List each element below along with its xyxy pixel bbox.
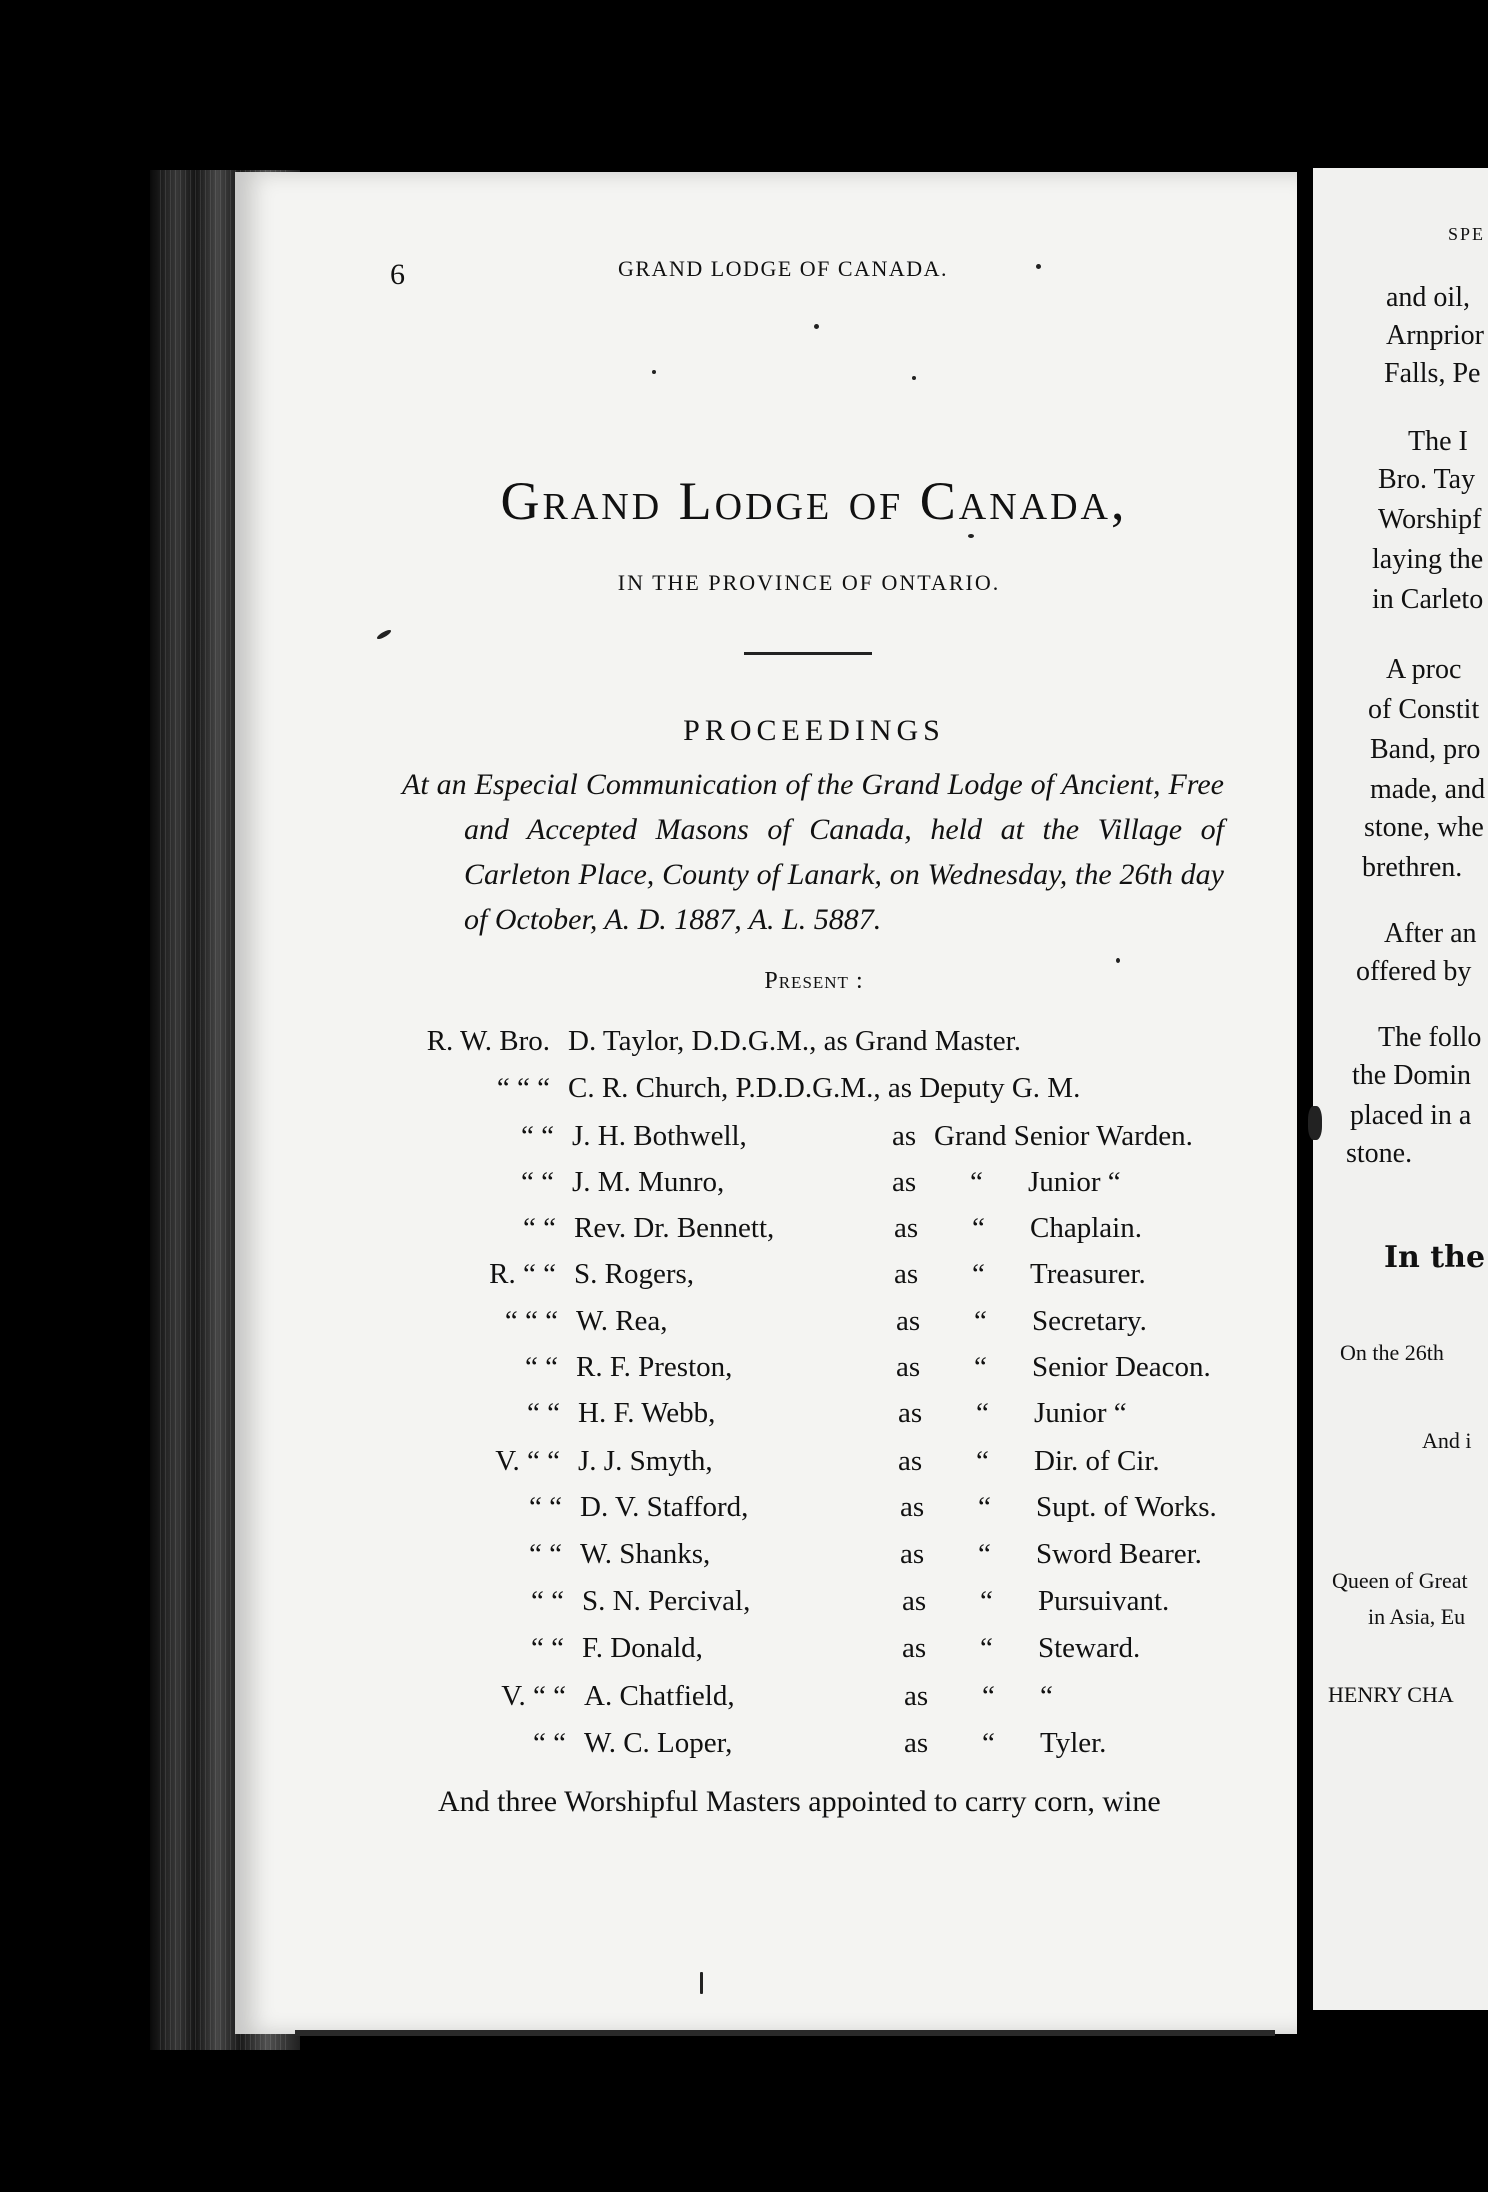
right-page-line: placed in a — [1350, 1100, 1472, 1131]
scan-speck — [968, 534, 974, 538]
officer-ditto: “ — [982, 1727, 995, 1759]
officer-ditto: “ — [976, 1397, 989, 1429]
officer-as: as — [904, 1727, 929, 1759]
right-page-line: A proc — [1386, 654, 1462, 685]
officer-prefix: R. W. Bro. — [426, 1025, 550, 1057]
officer-office: Steward. — [1038, 1632, 1141, 1664]
officer-name: S. N. Percival, — [582, 1585, 751, 1617]
scan-speck — [1036, 264, 1041, 269]
officer-prefix: R. “ “ — [489, 1258, 556, 1290]
officer-prefix: “ “ — [523, 1212, 556, 1244]
right-page-line: brethren. — [1362, 852, 1463, 883]
present-label: Present : — [764, 968, 864, 994]
right-page-line: made, and — [1370, 774, 1486, 805]
officer-ditto: “ — [974, 1351, 987, 1383]
officer-as: as — [900, 1491, 925, 1523]
officer-prefix: “ “ — [531, 1585, 564, 1617]
officer-name: A. Chatfield, — [584, 1680, 735, 1712]
officer-prefix: “ “ — [529, 1538, 562, 1570]
officer-name: Rev. Dr. Bennett, — [574, 1212, 775, 1244]
officer-name: S. Rogers, — [574, 1258, 695, 1290]
officer-as: as — [894, 1212, 919, 1244]
right-page-line: Band, pro — [1370, 734, 1481, 765]
officer-ditto: “ — [972, 1258, 985, 1290]
officer-office: Tyler. — [1040, 1727, 1107, 1759]
officer-prefix: “ “ “ — [504, 1305, 558, 1337]
scan-speck — [912, 376, 916, 380]
officer-name: D. V. Stafford, — [580, 1491, 749, 1523]
officer-name: C. R. Church, P.D.D.G.M., as Deputy G. M. — [568, 1072, 1081, 1104]
right-page-line: offered by — [1356, 956, 1472, 987]
right-running-head: SPE — [1448, 224, 1486, 244]
scan-speck — [1116, 958, 1120, 963]
officer-ditto: “ — [978, 1538, 991, 1570]
right-page-line: Arnprior — [1386, 320, 1484, 351]
right-page-line: stone. — [1346, 1138, 1413, 1169]
officer-prefix: V. “ “ — [501, 1680, 566, 1712]
officer-office: Treasurer. — [1030, 1258, 1146, 1290]
officer-prefix: V. “ “ — [495, 1445, 560, 1477]
right-page-line: the Domin — [1352, 1060, 1471, 1091]
officer-office: Secretary. — [1032, 1305, 1147, 1337]
officer-ditto: “ — [972, 1212, 985, 1244]
officer-prefix: “ “ — [533, 1727, 566, 1759]
right-page-line: in Carleto — [1372, 584, 1484, 615]
right-page-line: Queen of Great — [1332, 1568, 1468, 1593]
officer-as: as — [902, 1585, 927, 1617]
officer-name: H. F. Webb, — [578, 1397, 716, 1429]
officer-as: as — [902, 1632, 927, 1664]
officer-as: as — [894, 1258, 919, 1290]
officer-name: J. J. Smyth, — [578, 1445, 713, 1477]
officer-as: as — [896, 1305, 921, 1337]
officer-name: D. Taylor, D.D.G.M., as Grand Master. — [568, 1025, 1021, 1057]
officer-as: as — [892, 1120, 917, 1152]
right-page-line: The I — [1408, 426, 1468, 457]
officer-name: J. M. Munro, — [572, 1166, 725, 1198]
officer-as: as — [900, 1538, 925, 1570]
officer-ditto: “ — [970, 1166, 983, 1198]
officer-prefix: “ “ — [525, 1351, 558, 1383]
officer-name: R. F. Preston, — [576, 1351, 733, 1383]
officer-office: “ — [1040, 1680, 1053, 1712]
officer-office: Grand Senior Warden. — [934, 1120, 1193, 1152]
closing-line: And three Worshipful Masters appointed to carry corn, wine — [438, 1785, 1161, 1818]
officer-name: W. Shanks, — [580, 1538, 711, 1570]
officer-office: Supt. of Works. — [1036, 1491, 1217, 1523]
officer-office: Sword Bearer. — [1036, 1538, 1202, 1570]
right-page-line: laying the — [1372, 544, 1484, 575]
officer-prefix: “ “ — [521, 1166, 554, 1198]
officer-name: J. H. Bothwell, — [572, 1120, 747, 1152]
right-page-line: of Constit — [1368, 694, 1480, 725]
officer-ditto: “ — [974, 1305, 987, 1337]
officer-office: Chaplain. — [1030, 1212, 1142, 1244]
officer-office: Junior “ — [1028, 1166, 1121, 1198]
officer-ditto: “ — [982, 1680, 995, 1712]
officer-as: as — [898, 1397, 923, 1429]
right-page-line: Falls, Pe — [1384, 358, 1481, 389]
scan-speck — [814, 324, 819, 329]
officer-ditto: “ — [978, 1491, 991, 1523]
right-page-line: Worshipf — [1378, 504, 1482, 535]
officer-office: Junior “ — [1034, 1397, 1127, 1429]
intro-paragraph: At an Especial Communication of the Grand Lodge of Ancient, Free and Accepted Masons of Canada, held at the Village of Carleton Place, County of Lanark, on Wednesday, the 26th day of October, A. D. 1887, A. L. 5887. — [402, 768, 1224, 936]
officer-office: Dir. of Cir. — [1034, 1445, 1160, 1477]
officer-prefix: “ “ — [529, 1491, 562, 1523]
officer-prefix: “ “ — [531, 1632, 564, 1664]
right-page-line: HENRY CHA — [1328, 1682, 1454, 1707]
officer-as: as — [898, 1445, 923, 1477]
right-page-line: In the — [1384, 1240, 1486, 1275]
proceedings-heading: PROCEEDINGS — [683, 714, 945, 747]
right-page-line: After an — [1384, 918, 1477, 949]
officer-name: W. C. Loper, — [584, 1727, 733, 1759]
right-page-line: And i — [1422, 1428, 1472, 1453]
officer-ditto: “ — [980, 1585, 993, 1617]
right-page-line: On the 26th — [1340, 1340, 1444, 1365]
officer-ditto: “ — [976, 1445, 989, 1477]
right-page-line: The follo — [1378, 1022, 1482, 1053]
officer-prefix: “ “ — [521, 1120, 554, 1152]
officer-prefix: “ “ — [527, 1397, 560, 1429]
page-number: 6 — [390, 258, 405, 291]
officer-ditto: “ — [980, 1632, 993, 1664]
scan-speck — [652, 370, 656, 374]
scan-speck — [700, 1972, 703, 1994]
officer-office: Senior Deacon. — [1032, 1351, 1211, 1383]
scan-speck — [1308, 1106, 1322, 1140]
officer-as: as — [904, 1680, 929, 1712]
right-page-line: Bro. Tay — [1378, 464, 1476, 495]
officer-name: W. Rea, — [576, 1305, 668, 1337]
officer-office: Pursuivant. — [1038, 1585, 1170, 1617]
officer-as: as — [896, 1351, 921, 1383]
officer-name: F. Donald, — [582, 1632, 703, 1664]
right-page-line: in Asia, Eu — [1368, 1604, 1466, 1629]
officer-prefix: “ “ “ — [496, 1072, 550, 1104]
page-title: Grand Lodge of Canada, — [500, 471, 1128, 531]
right-page-line: and oil, — [1386, 282, 1470, 313]
running-head: GRAND LODGE OF CANADA. — [618, 256, 948, 281]
officer-as: as — [892, 1166, 917, 1198]
page-subtitle: IN THE PROVINCE OF ONTARIO. — [617, 570, 1001, 595]
right-page-line: stone, whe — [1364, 812, 1484, 843]
